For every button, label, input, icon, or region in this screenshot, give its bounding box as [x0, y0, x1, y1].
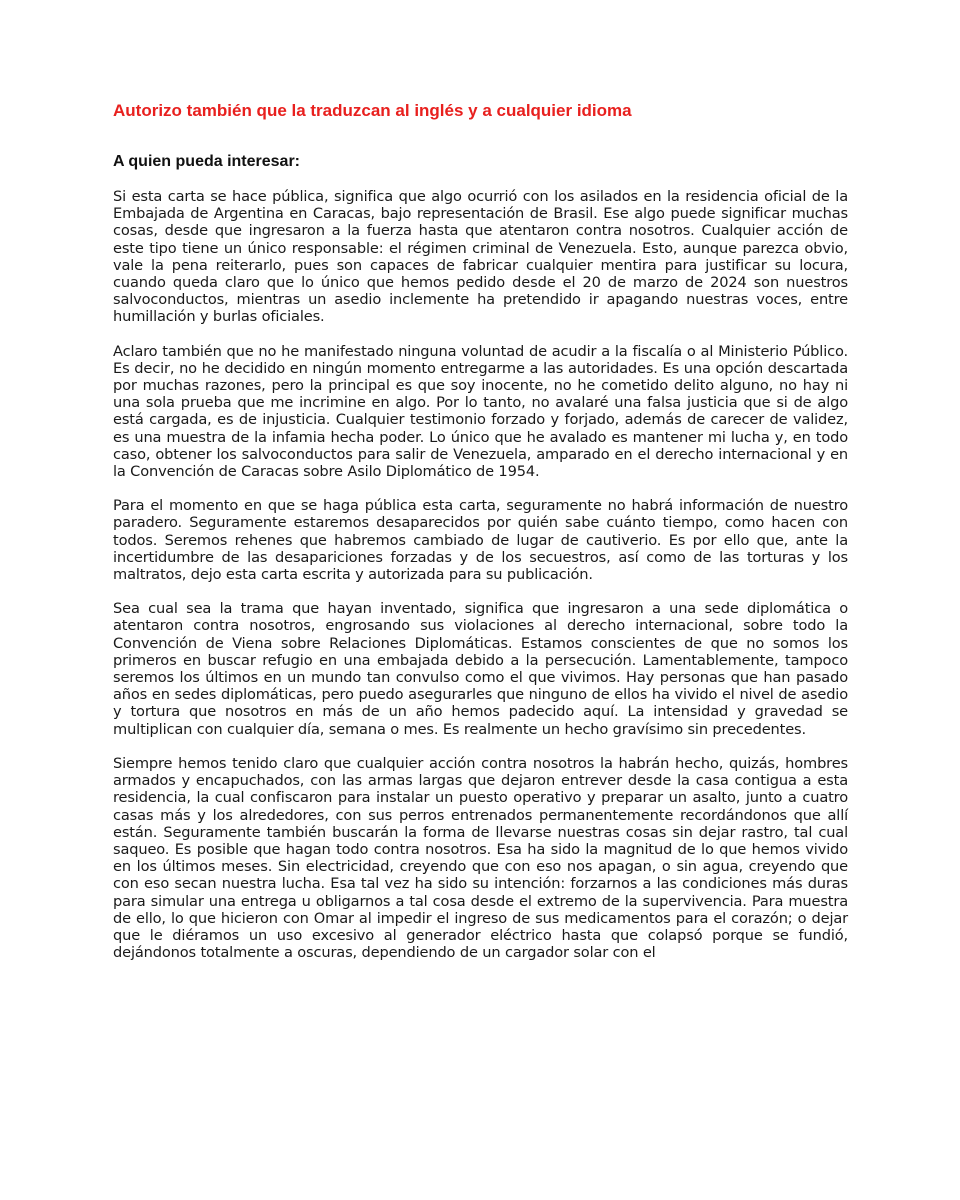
paragraph-5: Siempre hemos tenido claro que cualquier acción contra nosotros la habrán hecho, quizás, hombres armados y encapuchados, con las armas largas que dejaron entrever desde la casa contigua a esta residencia, la cual confiscaron para instalar un puesto operativo y preparar un asalto, junto a cuatro casas más y los alrededores, con sus perros entrenados permanentemente recordándonos que allí están. Seguramente también buscarán la forma de llevarse nuestras cosas sin dejar rastro, tal cual saqueo. Es posible que hagan todo contra nosotros. Esa ha sido la magnitud de lo que hemos vivido en los últimos meses. Sin electricidad, creyendo que con eso nos apagan, o sin agua, creyendo que con eso secan nuestra lucha. Esa tal vez ha sido su intención: forzarnos a las condiciones más duras para simular una entrega u obligarnos a tal cosa desde el extremo de la supervivencia. Para muestra de ello, lo que hicieron con Omar al impedir el ingreso de sus medicamentos para el corazón; o dejar que le diéramos un uso excesivo al generador eléctrico hasta que colapsó porque se fundió, dejándonos totalmente a oscuras, dependiendo de un cargador solar con el	[113, 754, 848, 962]
paragraph-4: Sea cual sea la trama que hayan inventado, significa que ingresaron a una sede diplomática o atentaron contra nosotros, engrosando sus violaciones al derecho internacional, sobre todo la Convención de Viena sobre Relaciones Diplomáticas. Estamos conscientes de que no somos los primeros en buscar refugio en una embajada debido a la persecución. Lamentablemente, tampoco seremos los últimos en un mundo tan convulso como el que vivimos. Hay personas que han pasado años en sedes diplomáticas, pero puedo asegurarles que ninguno de ellos ha vivido el nivel de asedio y tortura que nosotros en más de un año hemos padecido aquí. La intensidad y gravedad se multiplican con cualquier día, semana o mes. Es realmente un hecho gravísimo sin precedentes.	[113, 600, 848, 738]
letter-body	[113, 100, 848, 978]
paragraph-1: Si esta carta se hace pública, significa que algo ocurrió con los asilados en la residencia oficial de la Embajada de Argentina en Caracas, bajo representación de Brasil. Ese algo puede significar muchas cosas, desde que ingresaron a la fuerza hasta que atentaron contra nosotros. Cualquier acción de este tipo tiene un único responsable: el régimen criminal de Venezuela. Esto, aunque parezca obvio, vale la pena reiterarlo, pues son capaces de fabricar cualquier mentira para justificar su locura, cuando queda claro que lo único que hemos pedido desde el 20 de marzo de 2024 son nuestros salvoconductos, mientras un asedio inclemente ha pretendido ir apagando nuestras voces, entre humillación y burlas oficiales.	[113, 188, 848, 326]
salutation: A quien pueda interesar:	[113, 153, 300, 170]
paragraph-3: Para el momento en que se haga pública esta carta, seguramente no habrá información de nuestro paradero. Seguramente estaremos desaparecidos por quién sabe cuánto tiempo, como hacen con todos. Seremos rehenes que habremos cambiado de lugar de cautiverio. Es por ello que, ante la incertidumbre de las desapariciones forzadas y de los secuestros, así como de las torturas y los maltratos, dejo esta carta escrita y autorizada para su publicación.	[113, 497, 848, 584]
translation-authorization-notice: Autorizo también que la traduzcan al inglés y a cualquier idioma	[113, 101, 632, 120]
paragraph-2: Aclaro también que no he manifestado ninguna voluntad de acudir a la fiscalía o al Ministerio Público. Es decir, no he decidido en ningún momento entregarme a las autoridades. Es una opción descartada por muchas razones, pero la principal es que soy inocente, no he cometido delito alguno, no hay ni una sola prueba que me incrimine en algo. Por lo tanto, no avalaré una falsa justicia que si de algo está cargada, es de injusticia. Cualquier testimonio forzado y forjado, además de carecer de validez, es una muestra de la infamia hecha poder. Lo único que he avalado es mantener mi lucha y, en todo caso, obtener los salvoconductos para salir de Venezuela, amparado en el derecho internacional y en la Convención de Caracas sobre Asilo Diplomático de 1954.	[113, 342, 848, 481]
